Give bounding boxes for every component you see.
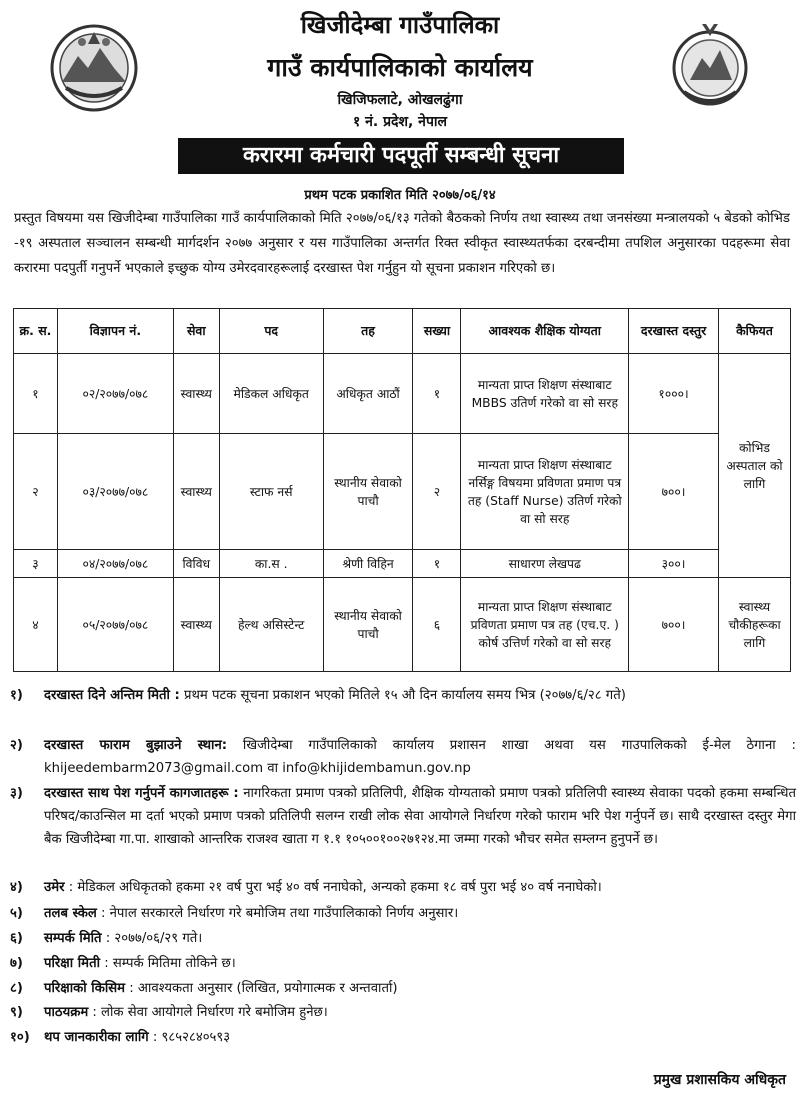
service-cell: विविध (173, 550, 219, 578)
item-number: १) (10, 688, 23, 703)
item-text: खिजीदेम्बा गाउँपालिकाको कार्यालय प्रशासन शाखा अथवा यस गाउपालिकको ई-मेल ठेगाना : khijeedembarm2073@gmail.com वा info@khijidembamun.gov.np (44, 738, 797, 776)
service-cell: स्वास्थ्य (173, 578, 219, 672)
header-cell: सेवा (173, 309, 219, 354)
service-cell: स्वास्थ्य (173, 434, 219, 550)
item-text: : आवश्यकता अनुसार (लिखित, प्रयोगात्मक र अन्तवार्ता) (125, 981, 398, 996)
header-cell: सख्या (413, 309, 461, 354)
count-cell: १ (413, 354, 461, 434)
list-item (10, 684, 796, 730)
item-text: : लोक सेवा आयोगले निर्धारण गरे बमोजिम हुनेछ। (88, 1005, 328, 1020)
count-cell: १ (413, 550, 461, 578)
item-label: परिक्षाको किसिम (44, 981, 126, 996)
ad-no-cell: ०४/२०७७/०७८ (57, 550, 173, 578)
item-label: उमेर (44, 880, 65, 895)
ad-no-cell: ०३/२०७७/०७८ (57, 434, 173, 550)
header-cell: दरखास्त दस्तुर (629, 309, 719, 354)
item-number: ६) (10, 931, 23, 946)
item-label: दरखास्त फाराम बुझाउने स्थान: (44, 738, 228, 753)
signature-title: प्रमुख प्रशासकिय अधिकृत (653, 1072, 786, 1088)
post-cell: मेडिकल अधिकृत (219, 354, 323, 434)
office-address: खिजिफलाटे, ओखलढुंगा (337, 92, 463, 108)
item-text: प्रथम पटक सूचना प्रकाशन भएको मितिले १५ औ दिन कार्यालय समय भित्र (२०७७/६/२८ गते) (179, 688, 626, 703)
item-text: : ९८५२८४०५९३ (148, 1030, 231, 1045)
header-cell: तह (323, 309, 413, 354)
post-cell: स्टाफ नर्स (219, 434, 323, 550)
item-number: २) (10, 738, 23, 753)
sn-cell: २ (14, 434, 58, 550)
qualification-cell: साधारण लेखपढ (461, 550, 629, 578)
fee-cell: ३००। (629, 550, 719, 578)
level-cell: श्रेणी विहिन (323, 550, 413, 578)
count-cell: ६ (413, 578, 461, 672)
municipality-name: खिजीदेम्बा गाउँपालिका (300, 11, 500, 39)
item-label: सम्पर्क मिति (44, 931, 102, 946)
nepal-emblem-icon (670, 20, 750, 112)
qualification-cell: मान्यता प्राप्त शिक्षण संस्थाबाट प्रविणता प्रमाण पत्र तह (एच.ए. ) कोर्ष उत्तिर्ण गरेको वा सो सरह (461, 578, 629, 672)
header-cell: आवश्यक शैक्षिक योग्यता (461, 309, 629, 354)
province: १ नं. प्रदेश, नेपाल (352, 114, 448, 130)
table-header-row (14, 309, 791, 354)
fee-cell: ७००। (629, 434, 719, 550)
publish-date: प्रथम पटक प्रकाशित मिति २०७७/०६/१४ (304, 188, 496, 203)
service-cell: स्वास्थ्य (173, 354, 219, 434)
qualification-cell: मान्यता प्राप्त शिक्षण संस्थाबाट MBBS उतिर्ण गरेको वा सो सरह (461, 354, 629, 434)
header-cell: विज्ञापन नं. (57, 309, 173, 354)
table-row (14, 578, 791, 672)
item-text: : २०७७/०६/२९ गते। (101, 931, 203, 946)
office-name: गाउँ कार्यपालिकाको कार्यालय (267, 53, 533, 82)
ad-no-cell: ०२/२०७७/०७८ (57, 354, 173, 434)
item-label: पाठयक्रम (44, 1005, 89, 1020)
list-item (10, 782, 796, 874)
sn-cell: ४ (14, 578, 58, 672)
item-number: ९) (10, 1005, 23, 1020)
notice-title-banner: करारमा कर्मचारी पदपूर्ती सम्बन्धी सूचना (178, 138, 624, 174)
item-label: दरखास्त दिने अन्तिम मिती : (44, 688, 180, 703)
item-label: तलब स्केल (44, 906, 97, 921)
fee-cell: १०००। (629, 354, 719, 434)
fee-cell: ७००। (629, 578, 719, 672)
header-cell: पद (219, 309, 323, 354)
table-row (14, 550, 791, 578)
item-text: नागरिकता प्रमाण पत्रको प्रतिलिपी, शैक्षिक योग्यताको प्रमाण पत्रको प्रतिलिपी स्वास्थ्य सेवाका पदको हकमा सम्बन्धित परिषद/काउन्सिल मा दर्ता भएको प्रमाण पत्रको प्रतिलिपी सलग्न राखी लोक सेवा आयोगले निर्धारण गरेको फाराम भरि पेश गर्नुपर्ने छ। साथै दरखास्त दस्तुर मेगा बैक खिजीदेम्बा गा.पा. शाखाको आन्तरिक राजश्व खाता ग १.१ १०५००१००२७१२४.मा जम्मा गरको भौचर समेत सम्लग्न हुनुपर्ने छ। (44, 786, 796, 847)
post-cell: हेल्थ असिस्टेन्ट (219, 578, 323, 672)
item-text: : नेपाल सरकारले निर्धारण गरे बमोजिम तथा गाउँपालिकाको निर्णय अनुसार। (96, 906, 459, 921)
item-number: ३) (10, 786, 23, 801)
count-cell: २ (413, 434, 461, 550)
intro-paragraph: प्रस्तुत विषयमा यस खिजीदेम्बा गाउँपालिका गाउँ कार्यपालिकाको मिति २०७७/०६/१३ गतेको बैठकको निर्णय तथा स्वास्थ्य तथा जनसंख्या मन्त्रालयको ५ बेडको कोभिड -१९ अस्पताल सञ्चालन सम्बन्धी मार्गदर्शन २०७७ अनुसार र यस गाउँपालिका अन्तर्गत रिक्त स्वीकृत स्वास्थ्यतर्फका दरबन्दीमा तपशिल अनुसारका पदहरूमा सेवा करारमा पदपुर्ती गनुपर्ने भएकाले इच्छुक योग्य उमेरदवारहरूलाई दरखास्त पेश गर्नुहुन यो सूचना प्रकाशन गरिएको छ। (14, 211, 790, 276)
item-label: दरखास्त साथ पेश गर्नुपर्ने कागजातहरू : (44, 786, 239, 801)
remarks-health-cell: स्वास्थ्य चौकीहरूका लागि (718, 578, 790, 672)
item-number: ८) (10, 981, 23, 996)
level-cell: अधिकृत आठौं (323, 354, 413, 434)
item-number: ४) (10, 880, 23, 895)
item-text: : सम्पर्क मितिमा तोकिने छ। (100, 956, 236, 971)
municipality-emblem-icon (48, 22, 140, 114)
item-number: ५) (10, 906, 23, 921)
remarks-covid-cell: कोभिड अस्पताल को लागि (718, 354, 790, 578)
vacancy-table (13, 308, 791, 672)
sn-cell: ३ (14, 550, 58, 578)
item-number: ७) (10, 956, 23, 971)
item-label: थप जानकारीका लागि (44, 1030, 149, 1045)
list-item (10, 734, 796, 780)
letterhead (0, 0, 800, 140)
level-cell: स्थानीय सेवाको पाचौ (323, 434, 413, 550)
item-number: १०) (10, 1030, 30, 1045)
item-text: : मेडिकल अधिकृतको हकमा २१ वर्ष पुरा भई ४० वर्ष ननाघेको, अन्यको हकमा १८ वर्ष पुरा भई ४० वर्ष ननाघेको। (64, 880, 602, 895)
table-row (14, 434, 791, 550)
qualification-cell: मान्यता प्राप्त शिक्षण संस्थाबाट नर्सिङ्ग विषयमा प्रविणता प्रमाण पत्र तह (Staff Nurse) उतिर्ण गरेको वा सो सरह (461, 434, 629, 550)
ad-no-cell: ०५/२०७७/०७८ (57, 578, 173, 672)
item-label: परिक्षा मिती (44, 956, 100, 971)
sn-cell: १ (14, 354, 58, 434)
level-cell: स्थानीय सेवाको पाचौ (323, 578, 413, 672)
table-row (14, 354, 791, 434)
post-cell: का.स . (219, 550, 323, 578)
header-cell: क्र. स. (14, 309, 58, 354)
header-cell: कैफियत (718, 309, 790, 354)
